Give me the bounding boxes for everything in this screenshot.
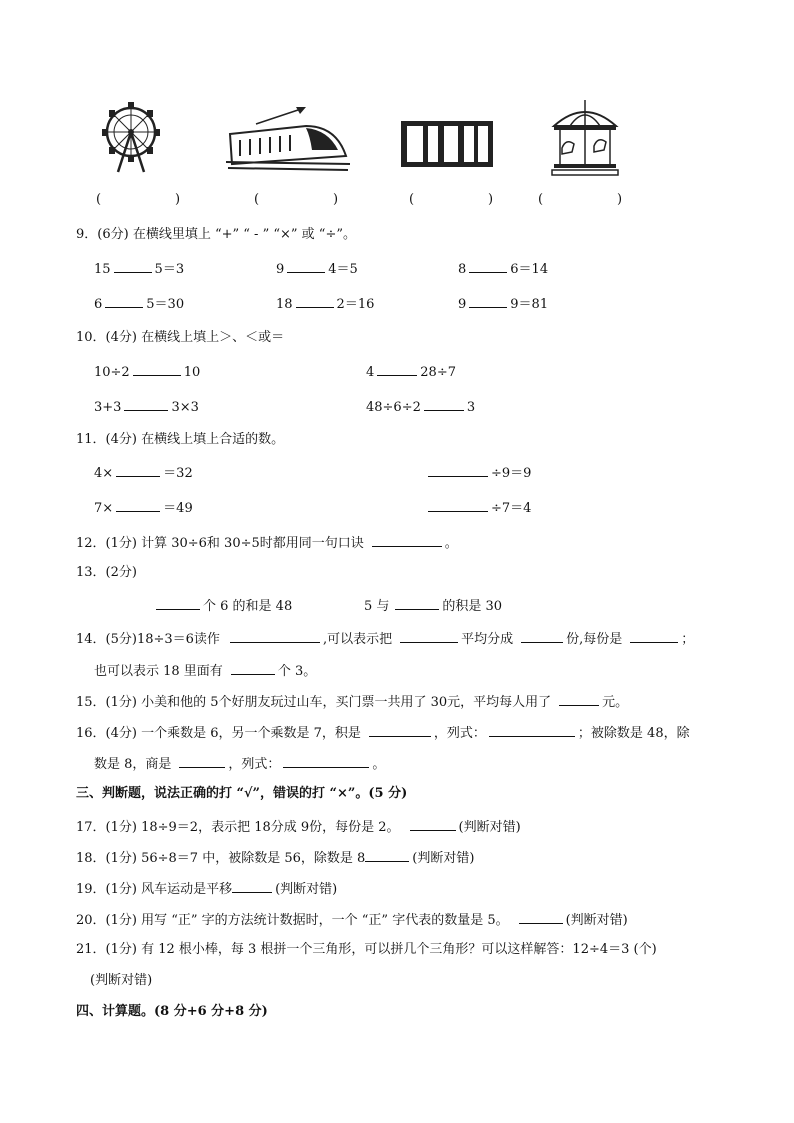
answer-paren-open: ( [409, 192, 415, 207]
question-20: 20．(1分) 用写 “正” 字的方法统计数据时，一个 “正” 字代表的数量是 5。 (判断对错) [76, 913, 628, 928]
q9-item-right: 9＝81 [510, 297, 549, 312]
q10-item: 4 28÷7 [366, 365, 456, 380]
answer-blank[interactable] [365, 849, 409, 862]
q11-item: 7× ＝49 [94, 501, 193, 516]
q10-item: 10÷2 10 [94, 365, 201, 380]
sliding-window-icon [400, 120, 494, 168]
q9-item [276, 260, 358, 278]
answer-blank[interactable] [156, 597, 200, 610]
q9-item-left: 9 [458, 297, 467, 312]
answer-blank[interactable] [296, 295, 334, 308]
question-17: 17．(1分) 18÷9＝2，表示把 18分成 9份，每份是 2。 (判断对错) [76, 820, 521, 835]
q9-item [94, 295, 184, 313]
answer-blank[interactable] [469, 295, 507, 308]
answer-blank[interactable] [521, 630, 563, 643]
question-19: 19．(1分) 风车运动是平移 (判断对错) [76, 882, 338, 897]
question-21-judge: (判断对错) [90, 973, 153, 988]
q10-item: 48÷6÷2 3 [366, 400, 476, 415]
answer-paren-close: ) [617, 192, 623, 207]
answer-blank[interactable] [428, 499, 488, 512]
q9-item-left: 8 [458, 262, 467, 277]
answer-blank[interactable] [630, 630, 678, 643]
q13-item: 个 6 的和是 48 [156, 597, 292, 615]
answer-blank[interactable] [133, 363, 181, 376]
q11-item: ÷9＝9 [428, 464, 531, 482]
q9-item [94, 260, 184, 278]
answer-blank[interactable] [287, 260, 325, 273]
question-18: 18．(1分) 56÷8＝7 中，被除数是 56，除数是 8 (判断对错) [76, 851, 475, 866]
q10-item: 3+3 3×3 [94, 400, 199, 415]
q9-item-left: 6 [94, 297, 103, 312]
q9-item [458, 295, 548, 313]
q9-item-left: 18 [276, 297, 293, 312]
question-14: 14．(5分)18÷3＝6读作 ,可以表示把 平均分成 份,每份是 ； [76, 632, 695, 647]
answer-blank[interactable] [179, 755, 225, 768]
q9-item-left: 9 [276, 262, 285, 277]
question-16: 16．(4分) 一个乘数是 6，另一个乘数是 7，积是 ，列式： ；被除数是 48，除 [76, 726, 690, 741]
answer-paren-open: ( [254, 192, 260, 207]
q9-item-right: 6＝14 [510, 262, 549, 277]
answer-blank[interactable] [519, 911, 563, 924]
answer-blank[interactable] [469, 260, 507, 273]
answer-blank[interactable] [395, 597, 439, 610]
ferris-wheel-icon [100, 100, 166, 174]
q11-item: 4× ＝32 [94, 466, 193, 481]
q9-item [276, 295, 374, 313]
question-14-line2: 也可以表示 18 里面有 个 3。 [94, 664, 317, 679]
answer-paren-open: ( [538, 192, 544, 207]
answer-blank[interactable] [410, 818, 456, 831]
answer-blank[interactable] [230, 630, 320, 643]
question-9-title: 9．(6分) 在横线里填上 “+” “ - ” “×” 或 “÷”。 [76, 227, 356, 242]
question-21: 21．(1分) 有 12 根小棒，每 3 根拼一个三角形，可以拼几个三角形？可以这样解答：12÷4＝3 (个) [76, 942, 657, 957]
answer-blank[interactable] [489, 724, 575, 737]
q9-item-right: 5＝3 [154, 262, 185, 277]
section-3-heading: 三、判断题，说法正确的打 “√”，错误的打 “×”。(5 分) [76, 786, 408, 801]
answer-blank[interactable] [283, 755, 369, 768]
answer-blank[interactable] [559, 693, 599, 706]
answer-blank[interactable] [124, 398, 168, 411]
answer-blank[interactable] [372, 534, 442, 547]
question-13-title: 13．(2分) [76, 565, 137, 580]
answer-blank[interactable] [114, 260, 152, 273]
answer-blank[interactable] [400, 630, 458, 643]
q9-item-left: 15 [94, 262, 111, 277]
q9-item [458, 260, 548, 278]
section-4-heading: 四、计算题。(8 分+6 分+8 分) [76, 1004, 268, 1019]
answer-blank[interactable] [369, 724, 431, 737]
answer-blank[interactable] [105, 295, 143, 308]
answer-paren-close: ) [175, 192, 181, 207]
answer-blank[interactable] [377, 363, 417, 376]
question-15: 15．(1分) 小美和他的 5个好朋友玩过山车，买门票一共用了 30元，平均每人用了 元。 [76, 695, 629, 710]
answer-paren-close: ) [333, 192, 339, 207]
answer-paren-open: ( [96, 192, 102, 207]
answer-blank[interactable] [424, 398, 464, 411]
question-11-title: 11．(4分) 在横线上填上合适的数。 [76, 432, 285, 447]
question-10-title: 10．(4分) 在横线上填上＞、＜或＝ [76, 330, 285, 345]
answer-paren-close: ) [488, 192, 494, 207]
q9-item-right: 4＝5 [328, 262, 358, 277]
q9-item-right: 2＝16 [336, 297, 375, 312]
train-icon [226, 104, 352, 172]
answer-blank[interactable] [232, 880, 272, 893]
q13-item: 5 与 的积是 30 [364, 599, 503, 614]
question-12: 12．(1分) 计算 30÷6和 30÷5时都用同一句口诀 。 [76, 536, 458, 551]
answer-blank[interactable] [428, 464, 488, 477]
carousel-icon [550, 100, 620, 176]
q9-item-right: 5＝30 [146, 297, 185, 312]
answer-blank[interactable] [231, 662, 275, 675]
answer-blank[interactable] [116, 499, 160, 512]
question-16-line2: 数是 8，商是 ，列式： 。 [94, 757, 386, 772]
q11-item: ÷7＝4 [428, 499, 531, 517]
answer-blank[interactable] [116, 464, 160, 477]
